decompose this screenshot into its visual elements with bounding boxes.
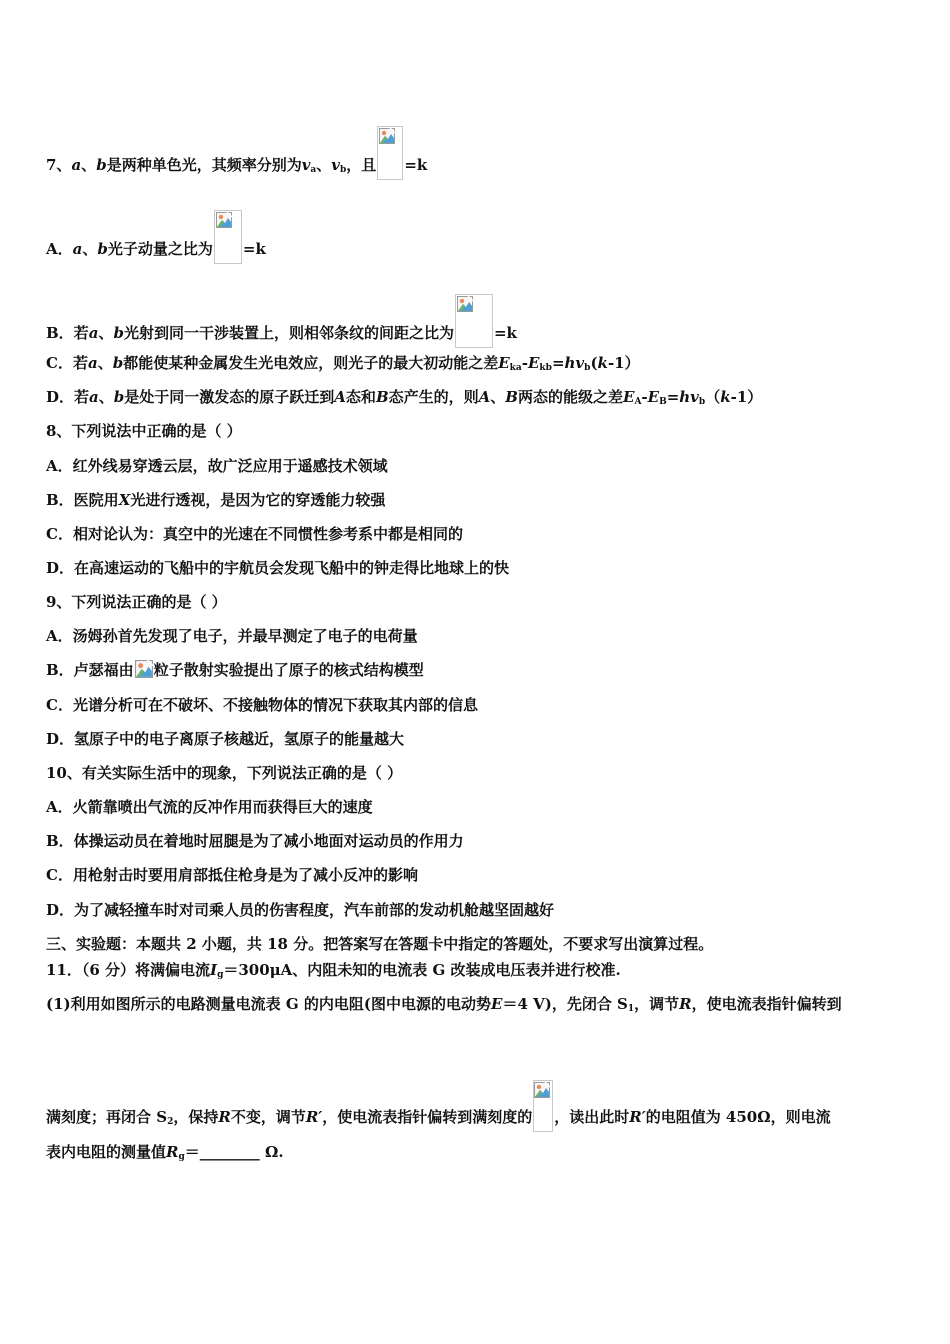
q8-option-b: B．医院用X光进行透视，是因为它的穿透能力较强 bbox=[46, 491, 386, 509]
q7-option-a: A．a、b光子动量之比为 =k bbox=[46, 210, 266, 264]
q11-part1-line2: 满刻度；再闭合 $S_2$，保持R不变，调节R′，使电流表指针偏转到满刻度的 ，读出此时R′的电阻值为 450Ω，则电流 bbox=[46, 1080, 831, 1132]
q10-option-a: A．火箭靠喷出气流的反冲作用而获得巨大的速度 bbox=[46, 798, 373, 816]
fraction-image-icon bbox=[533, 1080, 553, 1132]
q9-option-b: B．卢瑟福由 粒子散射实验提出了原子的核式结构模型 bbox=[46, 661, 424, 679]
formula-image-icon bbox=[214, 210, 242, 264]
q8-option-d: D．在高速运动的飞船中的宇航员会发现飞船中的钟走得比地球上的快 bbox=[46, 559, 510, 577]
q7-option-d: D．若a、b是处于同一激发态的原子跃迁到A态和B态产生的，则A、B两态的能级之差$E_A-E_B=hv_b(k-1)$ bbox=[46, 388, 763, 407]
q7-stem: 7、a、b是两种单色光，其频率分别为$v_a$、$v_b$，且 =k bbox=[46, 126, 427, 180]
q9-option-a: A．汤姆孙首先发现了电子，并最早测定了电子的电荷量 bbox=[46, 627, 418, 645]
q7-option-c: C．若a、b都能使某种金属发生光电效应，则光子的最大初动能之差$E_{ka}-E_{kb}=hv_b(k-1)$ bbox=[46, 354, 640, 373]
q9-stem: 9、下列说法正确的是（ ） bbox=[46, 593, 227, 611]
q11-stem: 11．（6 分）将满偏电流$I_g=300\mu A$、内阻未知的电流表 G 改装成电压表并进行校准. bbox=[46, 961, 621, 980]
q9-option-c: C．光谱分析可在不破坏、不接触物体的情况下获取其内部的信息 bbox=[46, 696, 478, 714]
q10-option-d: D．为了减轻撞车时对司乘人员的伤害程度，汽车前部的发动机舱越坚固越好 bbox=[46, 901, 555, 919]
q9-option-d: D．氢原子中的电子离原子核越近，氢原子的能量越大 bbox=[46, 730, 405, 748]
q11-part1-line1: (1)利用如图所示的电路测量电流表 G 的内电阻(图中电源的电动势E＝4 V)，先闭合 $S_1$，调节R，使电流表指针偏转到 bbox=[46, 995, 842, 1014]
formula-image-icon bbox=[455, 294, 493, 348]
q11-part1-line3: 表内电阻的测量值$R_g=\_\_\_\_\_\_\_\_$ Ω. bbox=[46, 1143, 284, 1162]
formula-image-icon bbox=[377, 126, 403, 180]
q10-stem: 10、有关实际生活中的现象，下列说法正确的是（ ） bbox=[46, 764, 403, 782]
alpha-image-icon bbox=[135, 660, 153, 678]
q7-option-b: B．若a、b光射到同一干涉装置上，则相邻条纹的间距之比为 =k bbox=[46, 294, 517, 348]
section-heading: 三、实验题：本题共 2 小题，共 18 分。把答案写在答题卡中指定的答题处，不要求写出演算过程。 bbox=[46, 935, 714, 953]
q10-option-b: B．体操运动员在着地时屈腿是为了减小地面对运动员的作用力 bbox=[46, 832, 464, 850]
q10-option-c: C．用枪射击时要用肩部抵住枪身是为了减小反冲的影响 bbox=[46, 866, 418, 884]
q8-option-c: C．相对论认为：真空中的光速在不同惯性参考系中都是相同的 bbox=[46, 525, 463, 543]
q8-stem: 8、下列说法中正确的是（ ） bbox=[46, 422, 242, 440]
q8-option-a: A．红外线易穿透云层，故广泛应用于遥感技术领域 bbox=[46, 457, 388, 475]
